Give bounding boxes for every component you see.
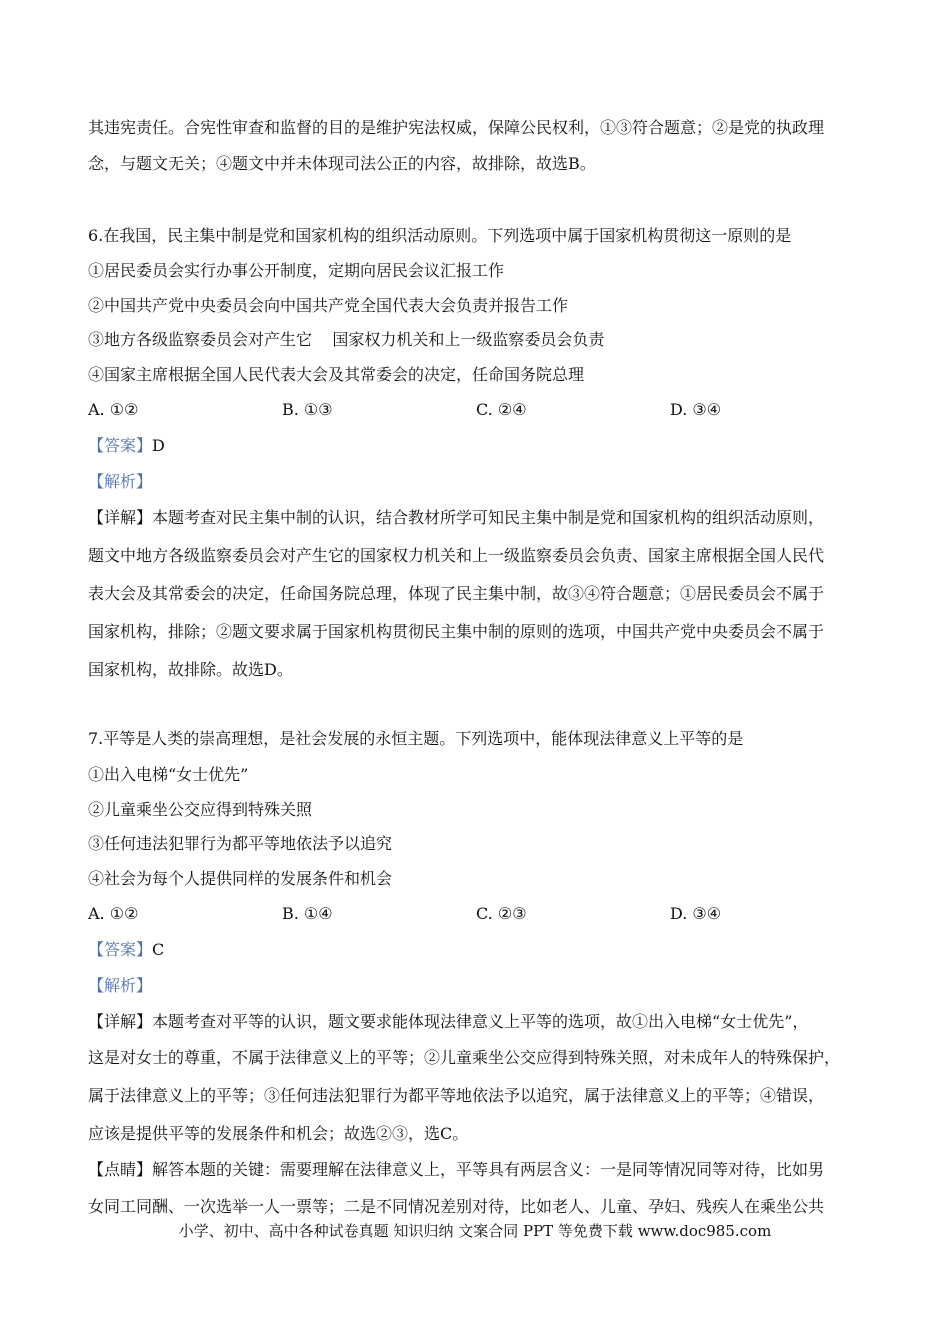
- q7-analysis-tag: 【解析】: [88, 976, 153, 995]
- q7-detail-line-2: 这是对女士的尊重，不属于法律意义上的平等；②儿童乘坐公交应得到特殊关照，对未成年人的特殊保护，: [88, 1048, 841, 1067]
- q7-option-c: C. ②③: [476, 904, 527, 923]
- q6-detail-line-3: 表大会及其常委会的决定，任命国务院总理，体现了民主集中制，故③④符合题意；①居民委员会不属于: [88, 584, 825, 603]
- q6-analysis-tag: 【解析】: [88, 472, 153, 491]
- q6-stem: 6.在我国，民主集中制是党和国家机构的组织活动原则。下列选项中属于国家机构贯彻这一原则的是: [88, 226, 792, 245]
- page-footer: 小学、初中、高中各种试卷真题 知识归纳 文案合同 PPT 等免费下载 www.doc985.com: [178, 1222, 772, 1240]
- q6-detail-line-1: [88, 507, 880, 529]
- intro-line-2: 念，与题文无关；④题文中并未体现司法公正的内容，故排除，故选B。: [88, 154, 596, 173]
- q7-detail-text-1: 本题考查对平等的认识，题文要求能体现法律意义上平等的选项，故①出入电梯“女士优先”，: [152, 1012, 809, 1031]
- q6-item-4: ④国家主席根据全国人民代表大会及其常委会的决定，任命国务院总理: [88, 365, 585, 384]
- q7-analysis: [88, 975, 880, 997]
- q6-option-c: C. ②④: [476, 400, 527, 419]
- q7-answer: [88, 939, 880, 961]
- q7-detail-line-1: [88, 1011, 880, 1033]
- q7-item-1: ①出入电梯“女士优先”: [88, 765, 249, 784]
- q7-stem: 7.平等是人类的崇高理想，是社会发展的永恒主题。下列选项中，能体现法律意义上平等的是: [88, 729, 744, 748]
- q6-analysis: [88, 471, 880, 493]
- q7-option-d: D. ③④: [670, 904, 722, 923]
- q7-detail-tag: 【详解】: [88, 1012, 153, 1031]
- q6-answer-value: D: [152, 436, 165, 455]
- q6-detail-text-1: 本题考查对民主集中制的认识，结合教材所学可知民主集中制是党和国家机构的组织活动原则，: [152, 508, 825, 527]
- intro-line-1: 其违宪责任。合宪性审查和监督的目的是维护宪法权威，保障公民权利，①③符合题意；②是党的执政理: [88, 118, 825, 137]
- q6-option-d: D. ③④: [670, 400, 722, 419]
- q7-answer-value: C: [152, 940, 165, 959]
- q6-item-3: ③地方各级监察委员会对产生它 国家权力机关和上一级监察委员会负责: [88, 330, 605, 349]
- q7-tip-line-2: 女同工同酬、一次选举一人一票等；二是不同情况差别对待，比如老人、儿童、孕妇、残疾人在乘坐公共: [88, 1197, 825, 1216]
- q7-option-b: B. ①④: [282, 904, 333, 923]
- q7-item-4: ④社会为每个人提供同样的发展条件和机会: [88, 869, 393, 888]
- q7-tip-line-1: [88, 1159, 880, 1181]
- q6-item-1: ①居民委员会实行办事公开制度，定期向居民会议汇报工作: [88, 261, 505, 280]
- q7-detail-line-4: 应该是提供平等的发展条件和机会；故选②③，选C。: [88, 1124, 469, 1143]
- q7-tip-tag: 【点睛】: [88, 1160, 153, 1179]
- q6-item-2: ②中国共产党中央委员会向中国共产党全国代表大会负责并报告工作: [88, 296, 569, 315]
- q6-option-a: A. ①②: [88, 400, 139, 419]
- q7-item-3: ③任何违法犯罪行为都平等地依法予以追究: [88, 834, 393, 853]
- q6-detail-line-4: 国家机构，排除；②题文要求属于国家机构贯彻民主集中制的原则的选项，中国共产党中央委员会不属于: [88, 622, 825, 641]
- q6-detail-line-5: 国家机构，故排除。故选D。: [88, 660, 293, 679]
- q6-answer-tag: 【答案】: [88, 436, 153, 455]
- q7-detail-line-3: 属于法律意义上的平等；③任何违法犯罪行为都平等地依法予以追究，属于法律意义上的平等；④错误，: [88, 1086, 825, 1105]
- q7-tip-text-1: 解答本题的关键：需要理解在法律意义上，平等具有两层含义：一是同等情况同等对待，比如男: [152, 1160, 825, 1179]
- q6-detail-tag: 【详解】: [88, 508, 153, 527]
- q7-answer-tag: 【答案】: [88, 940, 153, 959]
- q7-option-a: A. ①②: [88, 904, 139, 923]
- q6-detail-line-2: 题文中地方各级监察委员会对产生它的国家权力机关和上一级监察委员会负责、国家主席根据全国人民代: [88, 546, 825, 565]
- q6-answer: [88, 435, 880, 457]
- q6-option-b: B. ①③: [282, 400, 333, 419]
- q7-item-2: ②儿童乘坐公交应得到特殊关照: [88, 800, 313, 819]
